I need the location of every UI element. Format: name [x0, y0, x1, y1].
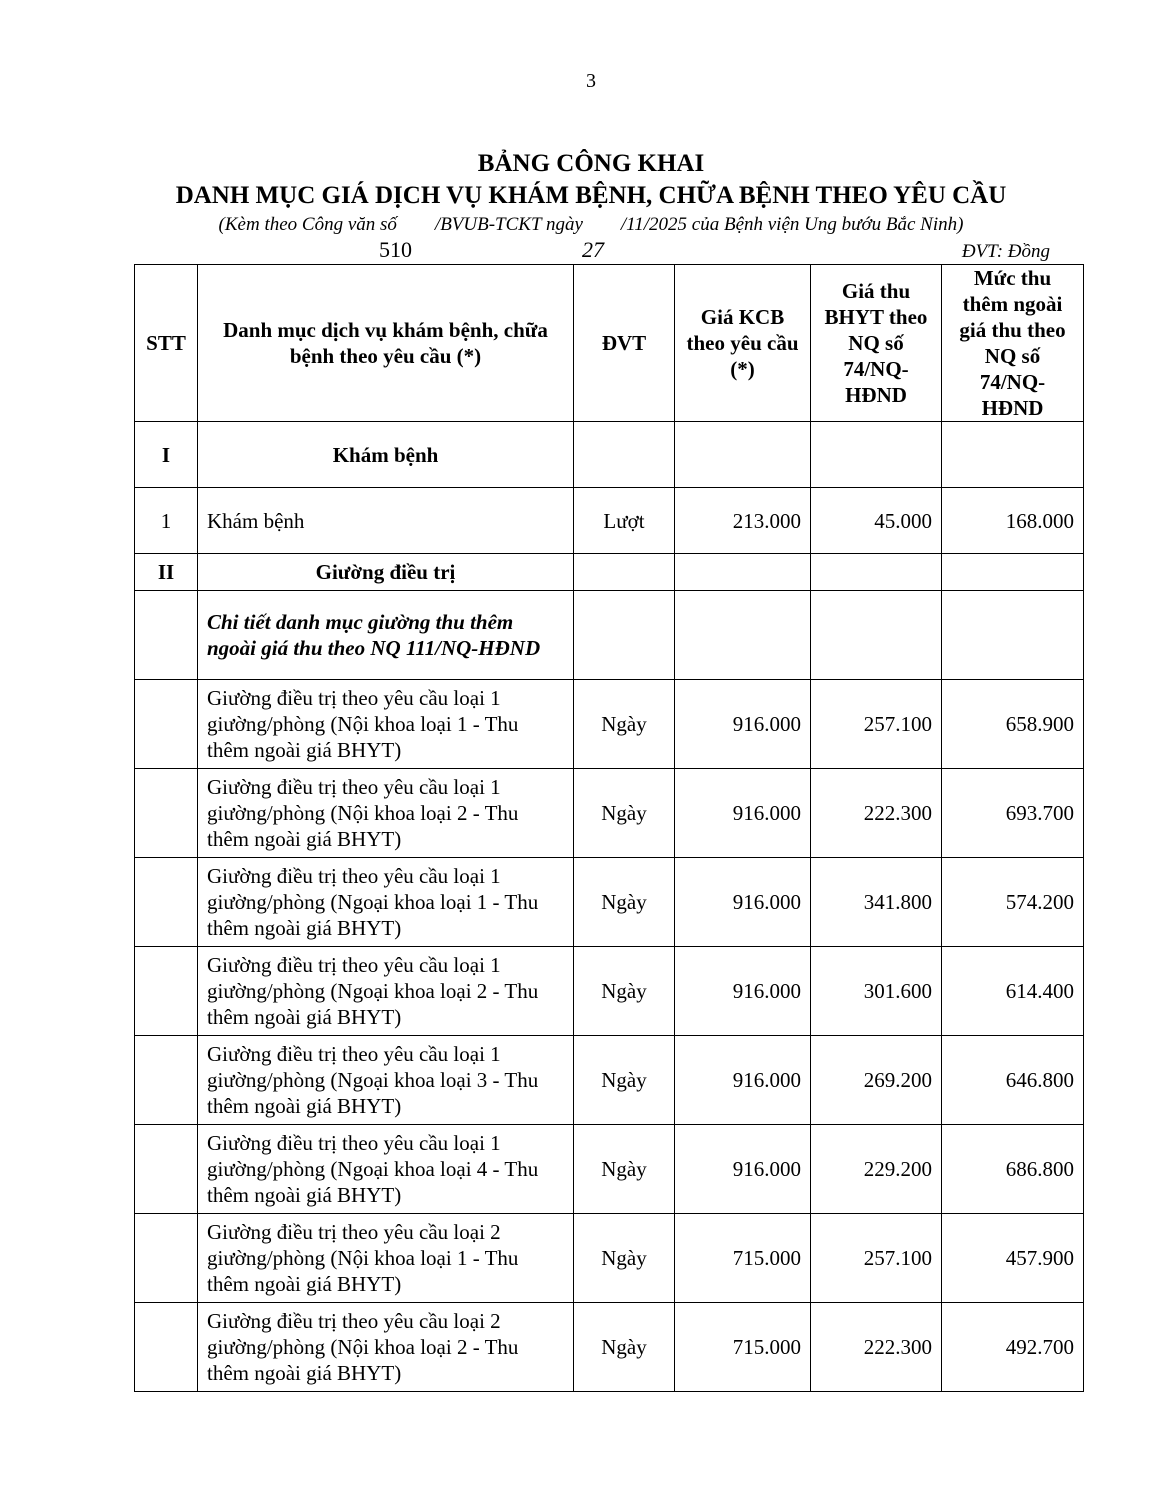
row-price: 916.000 — [675, 1036, 811, 1125]
table-row — [135, 858, 1084, 947]
table-row — [135, 947, 1084, 1036]
header-service: Danh mục dịch vụ khám bệnh, chữa bệnh theo yêu cầu (*) — [198, 265, 574, 422]
row-extra: 658.900 — [942, 680, 1084, 769]
header-extra-fee: Mức thu thêm ngoài giá thu theo NQ số 74/NQ-HĐND — [942, 265, 1084, 422]
subsection-title: Chi tiết danh mục giường thu thêm ngoài giá thu theo NQ 111/NQ-HĐND — [198, 591, 574, 680]
row-bhyt: 229.200 — [811, 1125, 942, 1214]
row-service-name: Giường điều trị theo yêu cầu loại 1 giường/phòng (Ngoại khoa loại 1 - Thu thêm ngoài giá BHYT) — [198, 858, 574, 947]
table-row — [135, 1303, 1084, 1392]
section-stt: I — [135, 422, 198, 488]
row-unit: Ngày — [574, 858, 675, 947]
row-service-name: Giường điều trị theo yêu cầu loại 1 giường/phòng (Nội khoa loại 2 - Thu thêm ngoài giá BHYT) — [198, 769, 574, 858]
price-table — [134, 264, 1084, 1392]
row-unit: Ngày — [574, 1036, 675, 1125]
table-row — [135, 680, 1084, 769]
table-row — [135, 488, 1084, 554]
row-unit: Ngày — [574, 769, 675, 858]
row-price: 916.000 — [675, 680, 811, 769]
row-bhyt: 222.300 — [811, 769, 942, 858]
row-unit: Ngày — [574, 1125, 675, 1214]
attachment-note: (Kèm theo Công văn số /BVUB-TCKT ngày /11/2025 của Bệnh viện Ung bướu Bắc Ninh) — [218, 214, 964, 235]
table-header-row — [135, 265, 1084, 422]
table-row — [135, 769, 1084, 858]
table-row — [135, 1214, 1084, 1303]
row-service-name: Giường điều trị theo yêu cầu loại 2 giường/phòng (Nội khoa loại 1 - Thu thêm ngoài giá BHYT) — [198, 1214, 574, 1303]
row-extra: 646.800 — [942, 1036, 1084, 1125]
row-service-name: Giường điều trị theo yêu cầu loại 1 giường/phòng (Ngoại khoa loại 2 - Thu thêm ngoài giá BHYT) — [198, 947, 574, 1036]
row-unit: Ngày — [574, 1303, 675, 1392]
row-bhyt: 301.600 — [811, 947, 942, 1036]
row-service-name: Giường điều trị theo yêu cầu loại 1 giường/phòng (Ngoại khoa loại 3 - Thu thêm ngoài giá BHYT) — [198, 1036, 574, 1125]
row-unit: Ngày — [574, 680, 675, 769]
handwritten-doc-number: 510 — [379, 237, 412, 262]
section-row-beds — [135, 554, 1084, 591]
row-price: 715.000 — [675, 1214, 811, 1303]
handwritten-day: 27 — [582, 237, 604, 262]
row-stt: 1 — [135, 488, 198, 554]
section-title: Giường điều trị — [198, 554, 574, 591]
row-bhyt: 45.000 — [811, 488, 942, 554]
row-bhyt: 341.800 — [811, 858, 942, 947]
row-extra: 492.700 — [942, 1303, 1084, 1392]
section-title: Khám bệnh — [198, 422, 574, 488]
row-bhyt: 257.100 — [811, 1214, 942, 1303]
header-price-request: Giá KCB theo yêu cầu (*) — [675, 265, 811, 422]
currency-unit-label: ĐVT: Đồng — [961, 241, 1050, 262]
table-row — [135, 1125, 1084, 1214]
header-price-bhyt: Giá thu BHYT theo NQ số 74/NQ-HĐND — [811, 265, 942, 422]
row-extra: 693.700 — [942, 769, 1084, 858]
section-stt: II — [135, 554, 198, 591]
row-price: 715.000 — [675, 1303, 811, 1392]
row-extra: 574.200 — [942, 858, 1084, 947]
table-row — [135, 1036, 1084, 1125]
document-title: BẢNG CÔNG KHAI — [477, 150, 705, 177]
page-number: 3 — [586, 70, 596, 92]
row-price: 916.000 — [675, 858, 811, 947]
document-subtitle-title: DANH MỤC GIÁ DỊCH VỤ KHÁM BỆNH, CHỮA BỆNH THEO YÊU CẦU — [175, 182, 1007, 209]
row-price: 213.000 — [675, 488, 811, 554]
row-price: 916.000 — [675, 947, 811, 1036]
row-price: 916.000 — [675, 769, 811, 858]
row-price: 916.000 — [675, 1125, 811, 1214]
row-service-name: Khám bệnh — [198, 488, 574, 554]
row-unit: Ngày — [574, 947, 675, 1036]
header-stt: STT — [135, 265, 198, 422]
row-unit: Lượt — [574, 488, 675, 554]
subsection-row — [135, 591, 1084, 680]
row-bhyt: 269.200 — [811, 1036, 942, 1125]
row-service-name: Giường điều trị theo yêu cầu loại 2 giường/phòng (Nội khoa loại 2 - Thu thêm ngoài giá BHYT) — [198, 1303, 574, 1392]
row-bhyt: 222.300 — [811, 1303, 942, 1392]
row-bhyt: 257.100 — [811, 680, 942, 769]
row-service-name: Giường điều trị theo yêu cầu loại 1 giường/phòng (Ngoại khoa loại 4 - Thu thêm ngoài giá BHYT) — [198, 1125, 574, 1214]
row-extra: 168.000 — [942, 488, 1084, 554]
row-unit: Ngày — [574, 1214, 675, 1303]
row-extra: 457.900 — [942, 1214, 1084, 1303]
section-row-exam — [135, 422, 1084, 488]
header-unit: ĐVT — [574, 265, 675, 422]
row-extra: 614.400 — [942, 947, 1084, 1036]
row-service-name: Giường điều trị theo yêu cầu loại 1 giường/phòng (Nội khoa loại 1 - Thu thêm ngoài giá BHYT) — [198, 680, 574, 769]
row-extra: 686.800 — [942, 1125, 1084, 1214]
